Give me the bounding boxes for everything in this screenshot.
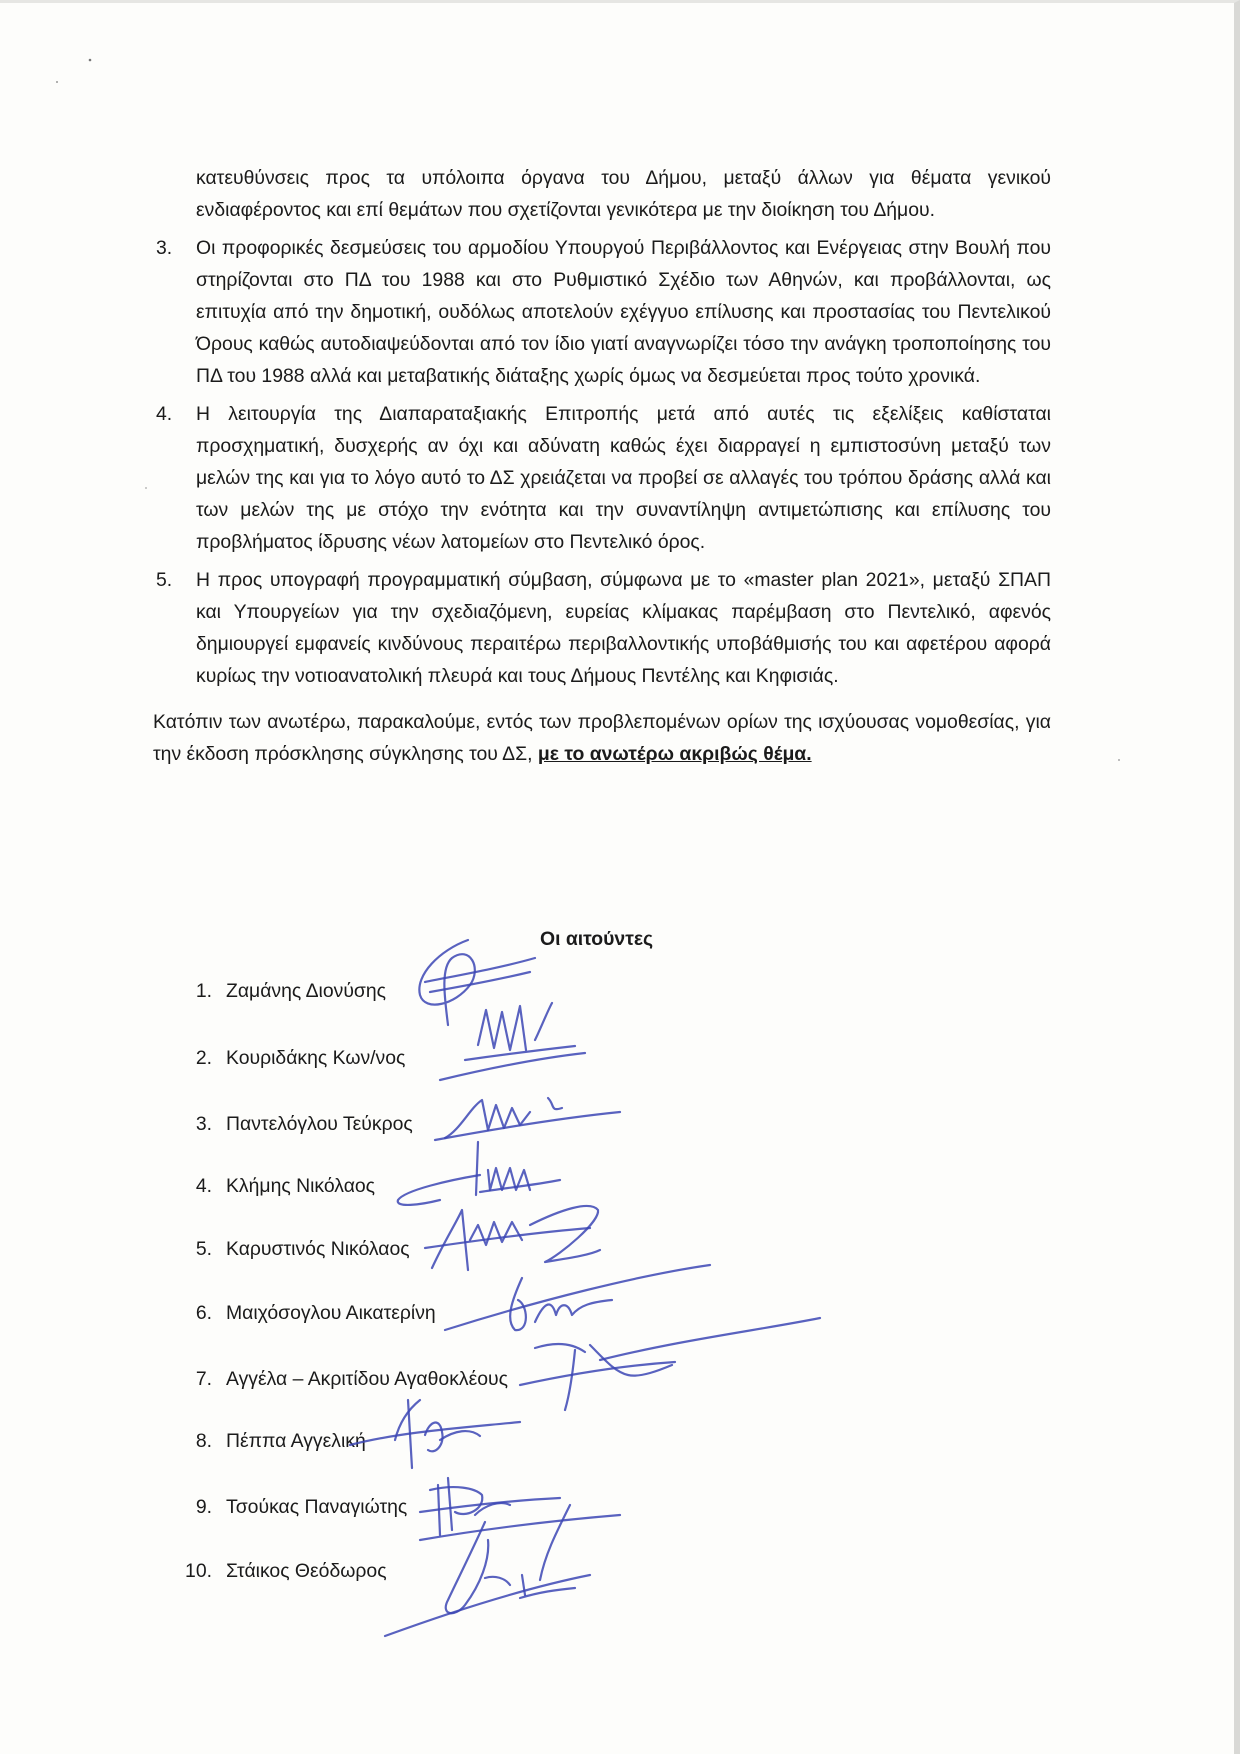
closing-emphasis: με το ανωτέρω ακριβώς θέμα. — [537, 743, 812, 765]
signer-name: Κουριδάκης Κων/νος — [226, 1047, 406, 1069]
list-number: 4. — [156, 403, 173, 425]
signer-name: Ζαμάνης Διονύσης — [226, 980, 387, 1002]
signer-number: 9. — [195, 1496, 212, 1518]
signer-row — [174, 1175, 375, 1198]
signers-heading: Οι αιτούντες — [540, 928, 654, 950]
signer-name: Παντελόγλου Τεύκρος — [226, 1113, 413, 1135]
signer-row — [174, 1238, 410, 1261]
continuation-paragraph: κατευθύνσεις προς τα υπόλοιπα όργανα του Δήμου, μεταξύ άλλων για θέματα γενικού ενδιαφέροντος και επί θεμάτων που σχετίζονται γενικότερα με την διοίκηση του Δήμου. — [196, 167, 1051, 221]
signer-name: Πέππα Αγγελική — [226, 1430, 366, 1452]
signer-number: 1. — [195, 980, 212, 1002]
signer-name: Τσούκας Παναγιώτης — [226, 1496, 408, 1518]
signer-row — [174, 1560, 387, 1583]
signer-name: Καρυστινός Νικόλαος — [226, 1238, 410, 1260]
signer-row — [174, 1047, 405, 1070]
signer-name: Κλήμης Νικόλαος — [226, 1175, 376, 1197]
signer-number: 7. — [195, 1368, 212, 1390]
list-number: 5. — [156, 569, 173, 591]
signer-number: 4. — [195, 1175, 212, 1197]
signer-row — [174, 1496, 407, 1519]
signer-name: Αγγέλα – Ακριτίδου Αγαθοκλέους — [226, 1368, 508, 1390]
list-number: 3. — [156, 237, 173, 259]
list-text: Η προς υπογραφή προγραμματική σύμβαση, σύμφωνα με το «master plan 2021», μεταξύ ΣΠΑΠ και Υπουργείων για την σχεδιαζόμενη, ευρείας κλίμακας παρέμβαση στο Πεντελικό, αφενός δημιουργεί εμφανείς κινδύνους περαιτέρω περιβαλλοντικής υποβάθμισής του και αφετέρου αφορά κυρίως την νοτιοανατολική πλευρά και τους Δήμους Πεντέλης και Κηφισιάς. — [196, 569, 1051, 687]
list-text: Η λειτουργία της Διαπαραταξιακής Επιτροπής μετά από αυτές τις εξελίξεις καθίσταται προσχηματική, δυσχερής αν όχι και αδύνατη καθώς έχει διαρραγεί η εμπιστοσύνη μεταξύ των μελών της και για το λόγο αυτό το ΔΣ χρειάζεται να προβεί σε αλλαγές του τρόπου δράσης αλλά και των μελών της με στόχο την ενότητα και την συναντίληψη αντιμετώπισης και επίλυσης του προβλήματος ίδρυσης νέων λατομείων στο Πεντελικό όρος. — [196, 403, 1051, 553]
signer-row — [174, 1368, 508, 1391]
signer-row — [174, 1430, 366, 1453]
signer-row — [174, 1113, 413, 1136]
signer-number: 3. — [195, 1113, 212, 1135]
closing-text: Κατόπιν των ανωτέρω, παρακαλούμε, εντός των προβλεπομένων ορίων της ισχύουσας νομοθεσίας, για την έκδοση πρόσκλησης σύγκλησης του ΔΣ, — [153, 711, 1051, 765]
signer-number: 2. — [195, 1047, 212, 1069]
signer-number: 8. — [195, 1430, 212, 1452]
signer-number: 5. — [195, 1238, 212, 1260]
list-text: Οι προφορικές δεσμεύσεις του αρμοδίου Υπουργού Περιβάλλοντος και Ενέργειας στην Βουλή που στηρίζονται στο ΠΔ του 1988 και στο Ρυθμιστικό Σχέδιο των Αθηνών, και προβάλλονται, ως επιτυχία από την δημοτική, ουδόλως αποτελούν εχέγγυο επίλυσης και προστασίας του Πεντελικού Όρους καθώς αυτοδιαψεύδονται από τον ίδιο γιατί αναγνωρίζει τόσο την ανάγκη τροποποίησης του ΠΔ του 1988 αλλά και μεταβατικής διάταξης χωρίς όμως να δεσμεύεται προς τούτο χρονικά. — [196, 237, 1051, 387]
signer-row — [174, 980, 386, 1003]
signer-number: 6. — [195, 1302, 212, 1324]
signer-name: Στάικος Θεόδωρος — [226, 1560, 387, 1582]
signer-row — [174, 1302, 436, 1325]
signer-name: Μαιχόσογλου Αικατερίνη — [226, 1302, 436, 1324]
signer-number: 10. — [185, 1560, 212, 1582]
